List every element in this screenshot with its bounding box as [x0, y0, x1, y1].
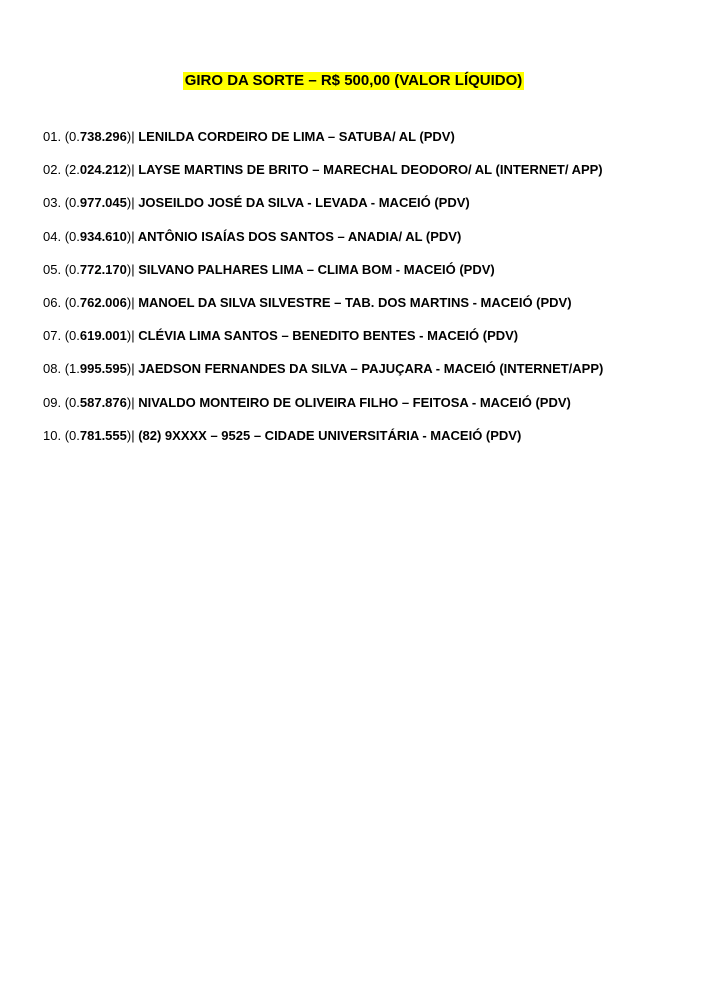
winner-entry: JAEDSON FERNANDES DA SILVA – PAJUÇARA - MACEIÓ (INTERNET/APP): [134, 361, 604, 377]
item-number: 06.: [43, 294, 62, 310]
winner-entry: LENILDA CORDEIRO DE LIMA – SATUBA/ AL (PDV): [134, 129, 455, 144]
ticket-code: (0.977.045)|: [64, 195, 135, 211]
list-item: [43, 394, 693, 427]
winners-list: [43, 128, 693, 460]
list-item: [43, 327, 693, 360]
list-item: [43, 427, 693, 460]
item-number: 03.: [43, 195, 62, 211]
item-number: 01.: [43, 129, 62, 144]
item-number: 07.: [43, 328, 62, 344]
item-number: 04.: [43, 228, 62, 244]
item-number: 08.: [43, 361, 62, 377]
item-number: 09.: [43, 394, 62, 410]
winner-entry: LAYSE MARTINS DE BRITO – MARECHAL DEODORO/ AL (INTERNET/ APP): [134, 162, 603, 178]
item-number: 05.: [43, 261, 62, 277]
winner-entry: NIVALDO MONTEIRO DE OLIVEIRA FILHO – FEITOSA - MACEIÓ (PDV): [134, 394, 571, 410]
winner-entry: ANTÔNIO ISAÍAS DOS SANTOS – ANADIA/ AL (PDV): [134, 228, 462, 244]
winner-entry: SILVANO PALHARES LIMA – CLIMA BOM - MACEIÓ (PDV): [134, 261, 495, 277]
list-item: [43, 161, 693, 194]
list-item: [43, 294, 693, 327]
title-block: [0, 72, 707, 90]
ticket-code: (2.024.212)|: [64, 162, 135, 178]
ticket-code: (0.772.170)|: [64, 261, 135, 277]
ticket-code: (0.762.006)|: [64, 294, 135, 310]
ticket-code: (0.619.001)|: [64, 328, 135, 344]
page-title: GIRO DA SORTE – R$ 500,00 (VALOR LÍQUIDO): [184, 72, 523, 89]
ticket-code: (0.738.296)|: [64, 129, 135, 144]
list-item: [43, 360, 693, 393]
list-item: [43, 194, 693, 227]
winner-entry: CLÉVIA LIMA SANTOS – BENEDITO BENTES - MACEIÓ (PDV): [134, 328, 519, 344]
ticket-code: (0.934.610)|: [64, 228, 135, 244]
winner-entry: MANOEL DA SILVA SILVESTRE – TAB. DOS MARTINS - MACEIÓ (PDV): [134, 294, 572, 310]
item-number: 10.: [43, 427, 62, 443]
list-item: [43, 228, 693, 261]
winner-entry: (82) 9XXXX – 9525 – CIDADE UNIVERSITÁRIA - MACEIÓ (PDV): [134, 427, 522, 443]
list-item: [43, 261, 693, 294]
ticket-code: (0.587.876)|: [64, 394, 135, 410]
list-item: [43, 128, 693, 161]
ticket-code: (1.995.595)|: [64, 361, 135, 377]
ticket-code: (0.781.555)|: [64, 427, 135, 443]
winner-entry: JOSEILDO JOSÉ DA SILVA - LEVADA - MACEIÓ (PDV): [134, 195, 470, 211]
item-number: 02.: [43, 162, 62, 178]
